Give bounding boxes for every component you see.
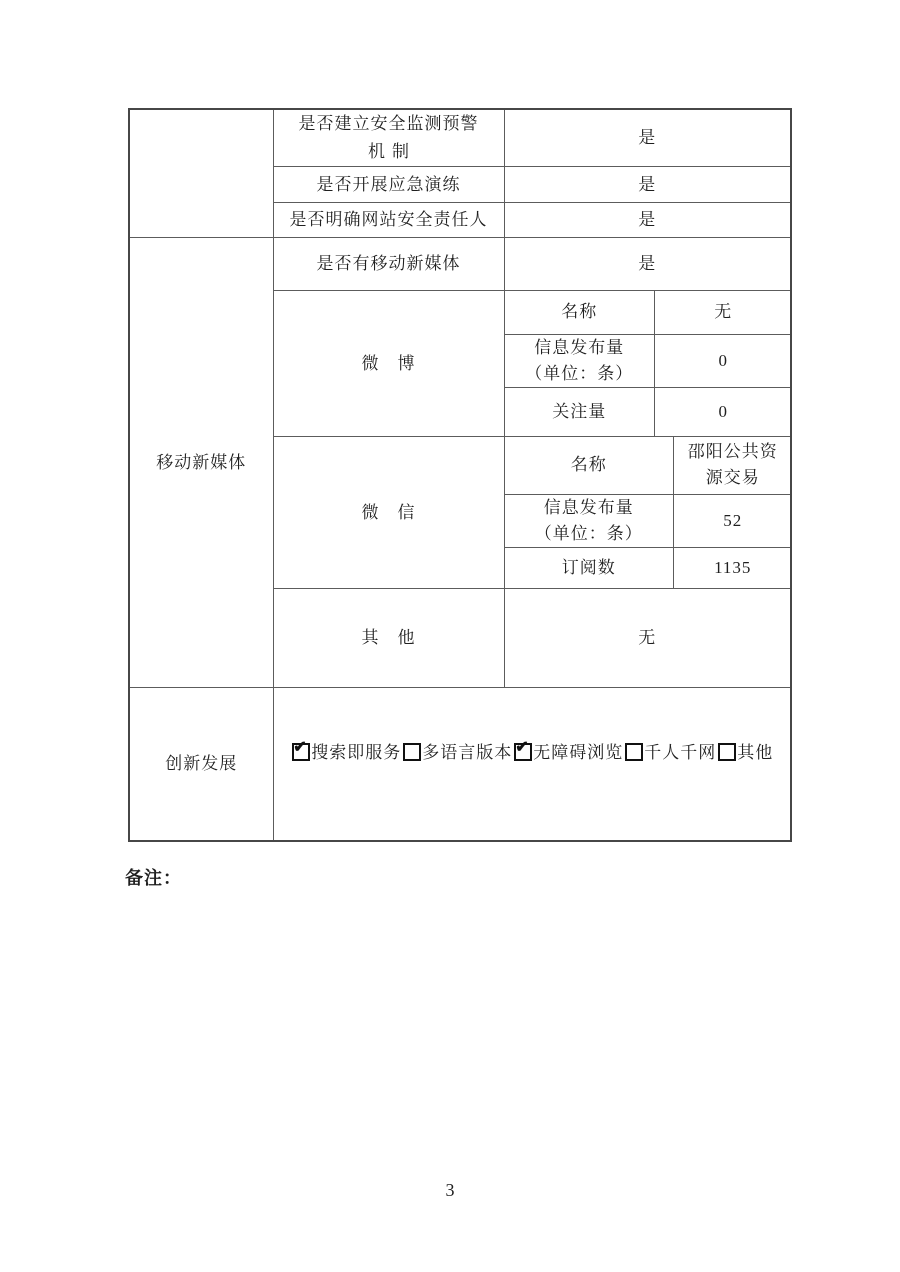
weibo-posts-label: 信息发布量 （单位：条） — [505, 334, 655, 387]
innovation-option-label: 千人千网 — [644, 742, 717, 762]
has-mobile-label: 是否有移动新媒体 — [273, 238, 504, 291]
security-row-label: 是否明确网站安全责任人 — [273, 203, 504, 238]
innovation-option-label: 多语言版本 — [422, 742, 513, 762]
other-media-value: 无 — [504, 589, 791, 688]
weibo-name-value: 无 — [655, 291, 792, 334]
checkbox-icon-other — [718, 743, 736, 761]
weibo-stats-cell — [504, 291, 791, 437]
section-header-empty-continuation — [129, 109, 273, 238]
section-header-innovation: 创新发展 — [129, 688, 273, 841]
security-row-value: 是 — [504, 203, 791, 238]
security-row-value: 是 — [504, 167, 791, 203]
innovation-option-label: 其他 — [737, 742, 774, 762]
wechat-posts-label: 信息发布量 （单位：条） — [505, 494, 674, 547]
has-mobile-value: 是 — [504, 238, 791, 291]
wechat-subscribers-label: 订阅数 — [505, 547, 674, 588]
annual-report-table — [128, 108, 792, 842]
wechat-stats-table — [505, 437, 792, 588]
checkbox-icon-search-service — [292, 743, 310, 761]
innovation-options-line — [274, 739, 791, 767]
security-row-value: 是 — [504, 109, 791, 167]
weibo-label: 微 博 — [273, 291, 504, 437]
weibo-stats-table — [505, 291, 792, 436]
checkbox-icon-accessibility — [514, 743, 532, 761]
wechat-subscribers-value: 1135 — [674, 547, 792, 588]
security-label-line2: 机制 — [368, 142, 416, 161]
wechat-label: 微 信 — [273, 437, 504, 589]
security-label-line1: 是否建立安全监测预警 — [298, 114, 479, 133]
security-row-label: 是否开展应急演练 — [273, 167, 504, 203]
innovation-option-label: 无障碍浏览 — [533, 742, 624, 762]
security-row-label — [273, 109, 504, 167]
weibo-followers-label: 关注量 — [505, 387, 655, 436]
weibo-name-label: 名称 — [561, 302, 598, 322]
section-header-mobile-media: 移动新媒体 — [129, 238, 273, 688]
weibo-posts-value: 0 — [655, 334, 792, 387]
wechat-name-label: 名称 — [570, 455, 607, 475]
wechat-stats-cell — [504, 437, 791, 589]
innovation-options-cell — [273, 688, 791, 841]
innovation-option-label: 搜索即服务 — [311, 742, 402, 762]
page-number: 3 — [445, 1180, 455, 1200]
notes-label: 备注： — [125, 868, 182, 888]
wechat-name-value: 邵阳公共资源交易 — [674, 437, 792, 494]
wechat-posts-value: 52 — [674, 494, 792, 547]
checkbox-icon-personalized — [625, 743, 643, 761]
weibo-followers-value: 0 — [655, 387, 792, 436]
checkbox-icon-multilingual — [403, 743, 421, 761]
other-media-label: 其 他 — [273, 589, 504, 688]
